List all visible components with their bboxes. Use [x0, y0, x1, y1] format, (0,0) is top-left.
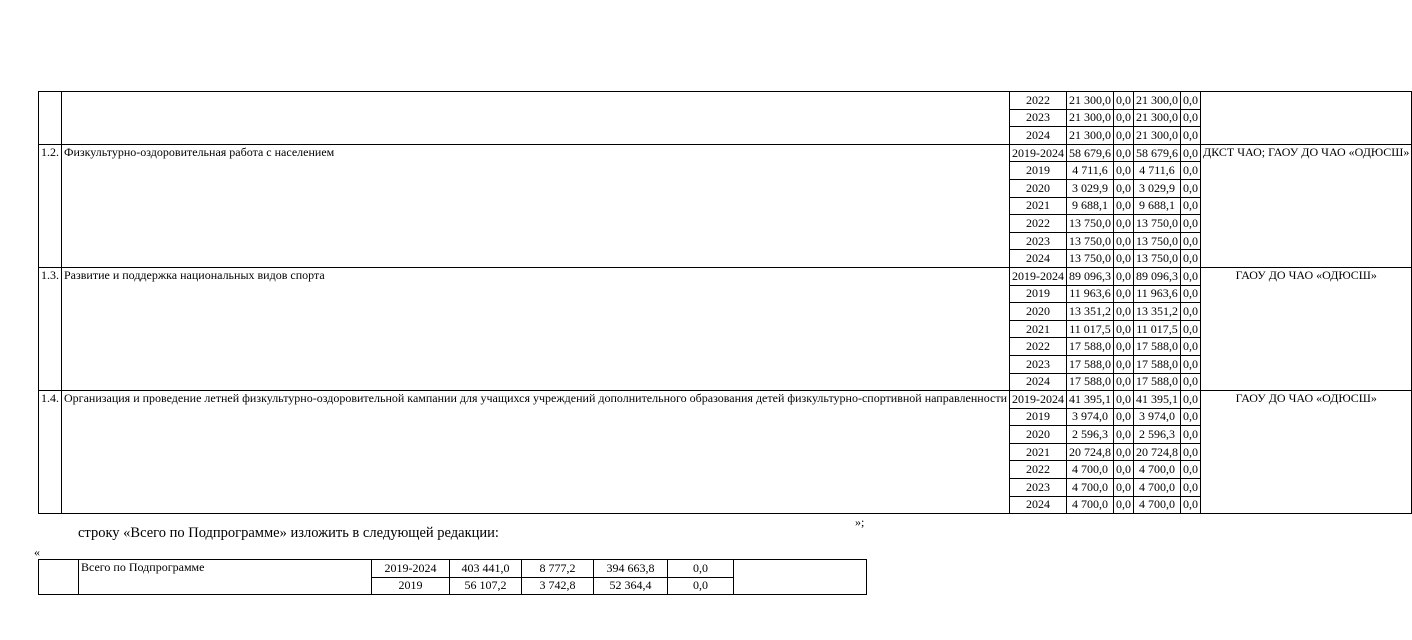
budget-2-cell: 21 300,0 [1134, 92, 1181, 110]
budget-3-cell: 0,0 [1181, 461, 1201, 479]
budget-2-cell: 21 300,0 [1134, 109, 1181, 127]
budget-3-cell: 0,0 [1181, 250, 1201, 268]
total-cell: 11 963,6 [1067, 285, 1114, 303]
budget-1-cell: 0,0 [1114, 408, 1134, 426]
budget-1-cell: 0,0 [1114, 461, 1134, 479]
total-cell: 4 700,0 [1067, 496, 1114, 514]
responsible-executor [1201, 92, 1412, 145]
budget-2-cell: 17 588,0 [1134, 373, 1181, 391]
total-cell: 41 395,1 [1067, 391, 1114, 409]
budget-1-cell: 0,0 [1114, 162, 1134, 180]
budget-3-cell: 0,0 [1181, 479, 1201, 497]
total-cell: 20 724,8 [1067, 443, 1114, 461]
item-number: 1.4. [39, 391, 62, 514]
year-cell: 2020 [1010, 426, 1067, 444]
budget-2-cell: 11 017,5 [1134, 320, 1181, 338]
total-cell: 13 750,0 [1067, 250, 1114, 268]
budget-1-cell: 3 742,8 [522, 577, 594, 595]
total-cell: 17 588,0 [1067, 355, 1114, 373]
budget-3-cell: 0,0 [1181, 162, 1201, 180]
budget-3-cell: 0,0 [1181, 144, 1201, 162]
budget-2-cell: 20 724,8 [1134, 443, 1181, 461]
year-cell: 2024 [1010, 496, 1067, 514]
budget-3-cell: 0,0 [1181, 285, 1201, 303]
year-cell: 2023 [1010, 355, 1067, 373]
budget-3-cell: 0,0 [1181, 303, 1201, 321]
responsible-executor: ГАОУ ДО ЧАО «ОДЮСШ» [1201, 267, 1412, 390]
item-number [39, 560, 79, 595]
budget-1-cell: 0,0 [1114, 179, 1134, 197]
total-cell: 4 711,6 [1067, 162, 1114, 180]
year-cell: 2024 [1010, 250, 1067, 268]
year-cell: 2019-2024 [1010, 144, 1067, 162]
budget-1-cell: 0,0 [1114, 391, 1134, 409]
budget-1-cell: 0,0 [1114, 303, 1134, 321]
budget-2-cell: 17 588,0 [1134, 355, 1181, 373]
budget-3-cell: 0,0 [1181, 232, 1201, 250]
budget-3-cell: 0,0 [1181, 355, 1201, 373]
year-cell: 2022 [1010, 92, 1067, 110]
year-cell: 2023 [1010, 479, 1067, 497]
budget-1-cell: 8 777,2 [522, 560, 594, 578]
budget-1-cell: 0,0 [1114, 373, 1134, 391]
budget-3-cell: 0,0 [1181, 215, 1201, 233]
item-number [39, 92, 62, 145]
budget-1-cell: 0,0 [1114, 426, 1134, 444]
budget-1-cell: 0,0 [1114, 285, 1134, 303]
budget-2-cell: 13 351,2 [1134, 303, 1181, 321]
budget-1-cell: 0,0 [1114, 127, 1134, 145]
total-cell: 17 588,0 [1067, 338, 1114, 356]
budget-3-cell: 0,0 [1181, 426, 1201, 444]
year-cell: 2022 [1010, 215, 1067, 233]
year-cell: 2021 [1010, 443, 1067, 461]
summary-label: Всего по Подпрограмме [79, 560, 372, 595]
year-cell: 2019-2024 [1010, 391, 1067, 409]
budget-3-cell: 0,0 [1181, 179, 1201, 197]
budget-3-cell: 0,0 [1181, 496, 1201, 514]
year-cell: 2022 [1010, 338, 1067, 356]
total-cell: 3 974,0 [1067, 408, 1114, 426]
budget-1-cell: 0,0 [1114, 215, 1134, 233]
year-cell: 2019-2024 [372, 560, 450, 578]
summary-table [38, 559, 867, 595]
year-cell: 2019 [372, 577, 450, 595]
budget-3-cell: 0,0 [1181, 127, 1201, 145]
table-row [39, 267, 1412, 285]
budget-2-cell: 4 700,0 [1134, 496, 1181, 514]
total-cell: 21 300,0 [1067, 127, 1114, 145]
summary-table-body [39, 560, 867, 595]
budget-3-cell: 0,0 [1181, 197, 1201, 215]
budget-1-cell: 0,0 [1114, 496, 1134, 514]
budget-3-cell: 0,0 [1181, 408, 1201, 426]
budget-2-cell: 21 300,0 [1134, 127, 1181, 145]
budget-3-cell: 0,0 [1181, 109, 1201, 127]
year-cell: 2021 [1010, 320, 1067, 338]
table-row [39, 391, 1412, 409]
year-cell: 2019 [1010, 162, 1067, 180]
responsible-executor: ДКСТ ЧАО; ГАОУ ДО ЧАО «ОДЮСШ» [1201, 144, 1412, 267]
budget-1-cell: 0,0 [1114, 232, 1134, 250]
total-cell: 11 017,5 [1067, 320, 1114, 338]
total-cell: 13 351,2 [1067, 303, 1114, 321]
closing-quote: »; [855, 515, 865, 529]
budget-1-cell: 0,0 [1114, 109, 1134, 127]
budget-1-cell: 0,0 [1114, 338, 1134, 356]
year-cell: 2022 [1010, 461, 1067, 479]
budget-2-cell: 3 974,0 [1134, 408, 1181, 426]
budget-1-cell: 0,0 [1114, 250, 1134, 268]
year-cell: 2024 [1010, 127, 1067, 145]
budget-3-cell: 0,0 [668, 577, 734, 595]
budget-2-cell: 17 588,0 [1134, 338, 1181, 356]
budget-2-cell: 52 364,4 [594, 577, 668, 595]
budget-3-cell: 0,0 [1181, 92, 1201, 110]
budget-3-cell: 0,0 [1181, 320, 1201, 338]
year-cell: 2023 [1010, 232, 1067, 250]
total-cell: 89 096,3 [1067, 267, 1114, 285]
budget-2-cell: 58 679,6 [1134, 144, 1181, 162]
budget-2-cell: 41 395,1 [1134, 391, 1181, 409]
budget-2-cell: 13 750,0 [1134, 250, 1181, 268]
budget-2-cell: 4 700,0 [1134, 479, 1181, 497]
total-cell: 13 750,0 [1067, 232, 1114, 250]
responsible-executor: ГАОУ ДО ЧАО «ОДЮСШ» [1201, 391, 1412, 514]
budget-3-cell: 0,0 [1181, 338, 1201, 356]
table-row [39, 144, 1412, 162]
budget-2-cell: 4 711,6 [1134, 162, 1181, 180]
total-cell: 2 596,3 [1067, 426, 1114, 444]
program-table-body [39, 92, 1412, 514]
item-number: 1.2. [39, 144, 62, 267]
table-row [39, 560, 867, 578]
budget-3-cell: 0,0 [668, 560, 734, 578]
activity-description: Развитие и поддержка национальных видов спорта [62, 267, 1010, 390]
budget-2-cell: 394 663,8 [594, 560, 668, 578]
total-cell: 403 441,0 [450, 560, 522, 578]
budget-2-cell: 2 596,3 [1134, 426, 1181, 444]
budget-1-cell: 0,0 [1114, 197, 1134, 215]
budget-3-cell: 0,0 [1181, 391, 1201, 409]
total-cell: 58 679,6 [1067, 144, 1114, 162]
year-cell: 2021 [1010, 197, 1067, 215]
total-cell: 17 588,0 [1067, 373, 1114, 391]
budget-1-cell: 0,0 [1114, 92, 1134, 110]
instruction-text: строку «Всего по Подпрограмме» изложить в следующей редакции: [78, 525, 499, 541]
total-cell: 21 300,0 [1067, 109, 1114, 127]
budget-3-cell: 0,0 [1181, 373, 1201, 391]
year-cell: 2024 [1010, 373, 1067, 391]
total-cell: 13 750,0 [1067, 215, 1114, 233]
year-cell: 2023 [1010, 109, 1067, 127]
year-cell: 2019-2024 [1010, 267, 1067, 285]
year-cell: 2020 [1010, 179, 1067, 197]
total-cell: 21 300,0 [1067, 92, 1114, 110]
budget-1-cell: 0,0 [1114, 267, 1134, 285]
budget-2-cell: 89 096,3 [1134, 267, 1181, 285]
total-cell: 9 688,1 [1067, 197, 1114, 215]
budget-2-cell: 13 750,0 [1134, 232, 1181, 250]
activity-description [62, 92, 1010, 145]
budget-2-cell: 4 700,0 [1134, 461, 1181, 479]
opening-quote: « [34, 545, 40, 559]
total-cell: 3 029,9 [1067, 179, 1114, 197]
budget-1-cell: 0,0 [1114, 320, 1134, 338]
budget-1-cell: 0,0 [1114, 479, 1134, 497]
budget-2-cell: 11 963,6 [1134, 285, 1181, 303]
program-table [38, 91, 1412, 514]
total-cell: 4 700,0 [1067, 461, 1114, 479]
total-cell: 56 107,2 [450, 577, 522, 595]
budget-1-cell: 0,0 [1114, 443, 1134, 461]
budget-1-cell: 0,0 [1114, 355, 1134, 373]
budget-2-cell: 9 688,1 [1134, 197, 1181, 215]
year-cell: 2020 [1010, 303, 1067, 321]
activity-description: Физкультурно-оздоровительная работа с населением [62, 144, 1010, 267]
budget-1-cell: 0,0 [1114, 144, 1134, 162]
year-cell: 2019 [1010, 285, 1067, 303]
year-cell: 2019 [1010, 408, 1067, 426]
budget-2-cell: 13 750,0 [1134, 215, 1181, 233]
responsible-executor [734, 560, 867, 595]
budget-2-cell: 3 029,9 [1134, 179, 1181, 197]
budget-3-cell: 0,0 [1181, 443, 1201, 461]
item-number: 1.3. [39, 267, 62, 390]
total-cell: 4 700,0 [1067, 479, 1114, 497]
budget-3-cell: 0,0 [1181, 267, 1201, 285]
table-row [39, 92, 1412, 110]
activity-description: Организация и проведение летней физкультурно-оздоровительной кампании для учащихся учреждений дополнительного образования детей физкультурно-спортивной направленности [62, 391, 1010, 514]
